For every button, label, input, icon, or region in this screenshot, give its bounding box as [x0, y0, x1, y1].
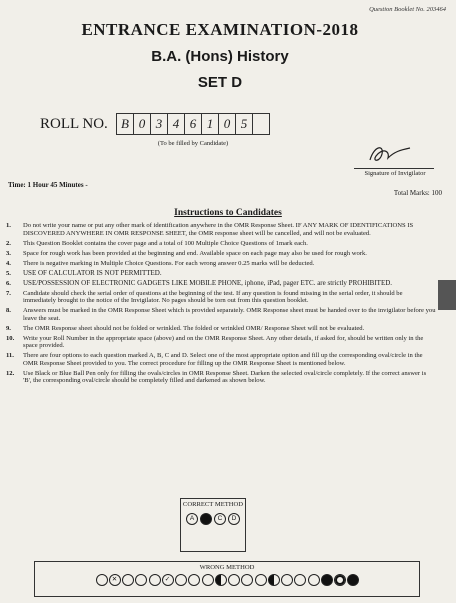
instruction-item — [6, 280, 436, 288]
wrong-example-tick — [149, 574, 200, 586]
scan-shadow — [438, 280, 456, 310]
instruction-number: 12. — [6, 369, 15, 377]
wrong-example-half — [202, 574, 253, 586]
instruction-number: 11. — [6, 352, 14, 360]
roll-digit-box[interactable]: 5 — [235, 113, 253, 135]
instruction-text: USE/POSSESSION OF ELECTRONIC GADGETS LIKE MOBILE PHONE, iphone, iPad, pager ETC. are strictly PROHIBITED. — [23, 278, 393, 287]
instruction-number: 10. — [6, 334, 15, 342]
roll-note: (To be filled by Candidate) — [157, 140, 229, 147]
roll-label: ROLL NO. — [40, 116, 108, 132]
instruction-number: 7. — [6, 289, 11, 297]
roll-digit-box[interactable]: B — [116, 113, 134, 135]
total-marks: Total Marks: 100 — [393, 189, 442, 197]
instruction-item — [6, 325, 436, 333]
instruction-item — [6, 222, 436, 237]
instruction-item — [6, 335, 436, 350]
instruction-text: Write your Roll Number in the appropriate space (above) and on the OMR Response Sheet. Any other details, if asked for, should be written only in the space provided. — [23, 334, 424, 350]
roll-digit-box[interactable]: 6 — [184, 113, 202, 135]
instruction-item — [6, 307, 436, 322]
wrong-method-label: WRONG METHOD — [199, 564, 255, 571]
instructions-list — [6, 222, 436, 387]
instruction-item — [6, 240, 436, 248]
bubble-icon — [149, 574, 161, 586]
instruction-text: There are four options to each question marked A, B, C and D. Select one of the most appropriate option and fill up the corresponding oval/circle in the OMR Response Sheet provided to you. The correct procedure for filling up the OMR Response Sheet is mentioned below. — [23, 352, 423, 367]
instruction-text: Space for rough work has been provided at the beginning and end. Available space on each page may also be used for rough work. — [23, 249, 367, 257]
bubble-b-filled: B — [200, 513, 212, 525]
instruction-text: Use Black or Blue Ball Pen only for filling the ovals/circles in OMR Response Sheet. Darken the selected oval/circle completely. If the correct answer is 'B', the corresponding oval/circle should be completely filled and darkened as shown below. — [23, 369, 427, 385]
ring-bubble-icon — [334, 574, 346, 586]
instruction-number: 8. — [6, 307, 11, 315]
correct-method-label: CORRECT METHOD — [182, 501, 244, 508]
bubble-icon — [228, 574, 240, 586]
instruction-number: 3. — [6, 249, 11, 257]
instruction-number: 1. — [6, 222, 11, 229]
bubble-d: D — [228, 513, 240, 525]
bubble-icon — [294, 574, 306, 586]
instruction-text: USE OF CALCULATOR IS NOT PERMITTED. — [23, 268, 162, 277]
exam-title: ENTRANCE EXAMINATION-2018 — [81, 20, 359, 39]
wrong-example-cross — [96, 574, 147, 586]
wrong-method-examples — [35, 574, 419, 586]
instruction-text: This Question Booklet contains the cover page and a total of 100 Multiple Choice Questions of 1mark each. — [23, 239, 308, 247]
instructions-title: Instructions to Candidates — [174, 208, 282, 218]
bubble-icon — [135, 574, 147, 586]
set-label: SET D — [197, 74, 243, 91]
roll-number-boxes[interactable] — [116, 113, 269, 135]
half-filled-bubble-icon — [268, 574, 280, 586]
bubble-icon — [241, 574, 253, 586]
bubble-icon — [96, 574, 108, 586]
signature-line — [354, 168, 434, 169]
time-allowed: Time: 1 Hour 45 Minutes - — [8, 181, 88, 189]
filled-bubble-icon — [321, 574, 333, 586]
roll-digit-box[interactable] — [252, 113, 270, 135]
roll-digit-box[interactable]: 3 — [150, 113, 168, 135]
correct-method-box — [180, 498, 246, 552]
bubble-icon — [188, 574, 200, 586]
cross-mark-icon — [109, 574, 121, 586]
wrong-example-dot — [308, 574, 359, 586]
roll-digit-box[interactable]: 1 — [201, 113, 219, 135]
wrong-method-box — [34, 561, 420, 597]
bubble-icon — [122, 574, 134, 586]
bubble-icon — [202, 574, 214, 586]
instruction-number: 5. — [6, 269, 11, 277]
instruction-text: Answers must be marked in the OMR Response Sheet which is provided separately. OMR Response sheet must be handed over to the invigilator before you leave the seat. — [23, 307, 436, 322]
signature-label: Signature of Invigilator — [364, 170, 426, 177]
instruction-number: 9. — [6, 324, 11, 332]
instruction-number: 6. — [6, 279, 11, 287]
roll-digit-box[interactable]: 0 — [218, 113, 236, 135]
bubble-icon — [281, 574, 293, 586]
instruction-item — [6, 250, 436, 258]
bubble-icon — [255, 574, 267, 586]
instruction-text: There is negative marking in Multiple Choice Questions. For each wrong answer 0.25 marks will be deducted. — [23, 259, 315, 267]
instruction-item — [6, 370, 436, 385]
instruction-text: Do not write your name or put any other mark of identification anywhere in the OMR Response Sheet. IF ANY MARK OF IDENTIFICATIONS IS DISCOVERED ANYWHERE IN OMR RESPONSE SHEET, the OMR response sheet will be cancelled, and will not be evaluated. — [23, 222, 414, 237]
correct-method-bubbles — [181, 513, 245, 525]
filled-bubble-icon — [347, 574, 359, 586]
tick-mark-icon — [162, 574, 174, 586]
roll-digit-box[interactable]: 0 — [133, 113, 151, 135]
invigilator-signature — [366, 140, 416, 168]
instruction-number: 4. — [6, 259, 11, 267]
bubble-icon — [175, 574, 187, 586]
bubble-icon — [308, 574, 320, 586]
half-filled-bubble-icon — [215, 574, 227, 586]
instruction-item — [6, 260, 436, 268]
bubble-a: A — [186, 513, 198, 525]
course-title: B.A. (Hons) History — [151, 48, 289, 65]
roll-digit-box[interactable]: 4 — [167, 113, 185, 135]
instruction-text: Candidate should check the serial order of questions at the beginning of the test. If any question is found missing in the serial order, it should be immediately brought to the notice of the Invigilator. No pages should be torn out from this question booklet. — [23, 289, 403, 305]
booklet-number: Question Booklet No. 203464 — [369, 6, 446, 13]
instruction-item — [6, 290, 436, 305]
instruction-item — [6, 270, 436, 278]
bubble-c: C — [214, 513, 226, 525]
instruction-number: 2. — [6, 239, 11, 247]
instruction-item — [6, 352, 436, 367]
instruction-text: The OMR Response sheet should not be folded or wrinkled. The folded or wrinkled OMR/ Response Sheet will not be evaluated. — [23, 324, 365, 332]
wrong-example-half2 — [255, 574, 306, 586]
